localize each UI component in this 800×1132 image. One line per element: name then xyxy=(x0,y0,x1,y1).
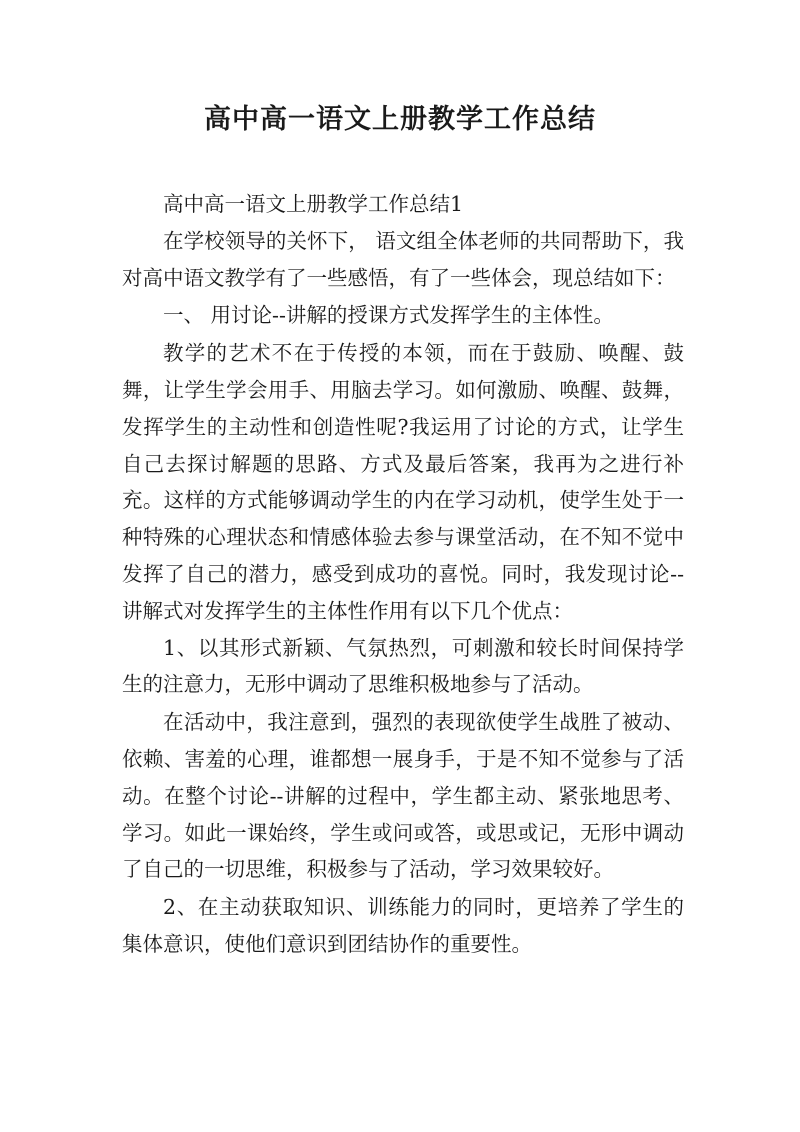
document-body xyxy=(122,186,684,963)
paragraph-section-heading: 一、 用讨论--讲解的授课方式发挥学生的主体性。 xyxy=(163,303,614,328)
document-title: 高中高一语文上册教学工作总结 xyxy=(204,104,596,135)
paragraph-intro: 在学校领导的关怀下， 语文组全体老师的共同帮助下，我对高中语文教学有了一些感悟，有了一些体会，现总结如下： xyxy=(122,228,684,290)
paragraph-point-2: 2、在主动获取知识、训练能力的同时，更培养了学生的集体意识，使他们意识到团结协作的重要性。 xyxy=(122,895,684,956)
paragraph-point-1: 1、以其形式新颖、气氛热烈，可刺激和较长时间保持学生的注意力，无形中调动了思维积极地参与了活动。 xyxy=(122,635,684,697)
paragraph-subtitle: 高中高一语文上册教学工作总结1 xyxy=(163,192,464,216)
paragraph-activity: 在活动中，我注意到，强烈的表现欲使学生战胜了被动、依赖、害羞的心理，谁都想一展身手，于是不知不觉参与了活动。在整个讨论--讲解的过程中，学生都主动、紧张地思考、学习。如此一课始终，学生或问或答，或思或记，无形中调动了自己的一切思维，积极参与了活动，学习效果较好。 xyxy=(122,710,684,882)
paragraph-teaching-art: 教学的艺术不在于传授的本领，而在于鼓励、唤醒、鼓舞，让学生学会用手、用脑去学习。如何激励、唤醒、鼓舞，发挥学生的主动性和创造性呢?我运用了讨论的方式，让学生自己去探讨解题的思路、方式及最后答案，我再为之进行补充。这样的方式能够调动学生的内在学习动机，使学生处于一种特殊的心理状态和情感体验去参与课堂活动，在不知不觉中发挥了自己的潜力，感受到成功的喜悦。同时，我发现讨论--讲解式对发挥学生的主体性作用有以下几个优点： xyxy=(122,341,684,623)
